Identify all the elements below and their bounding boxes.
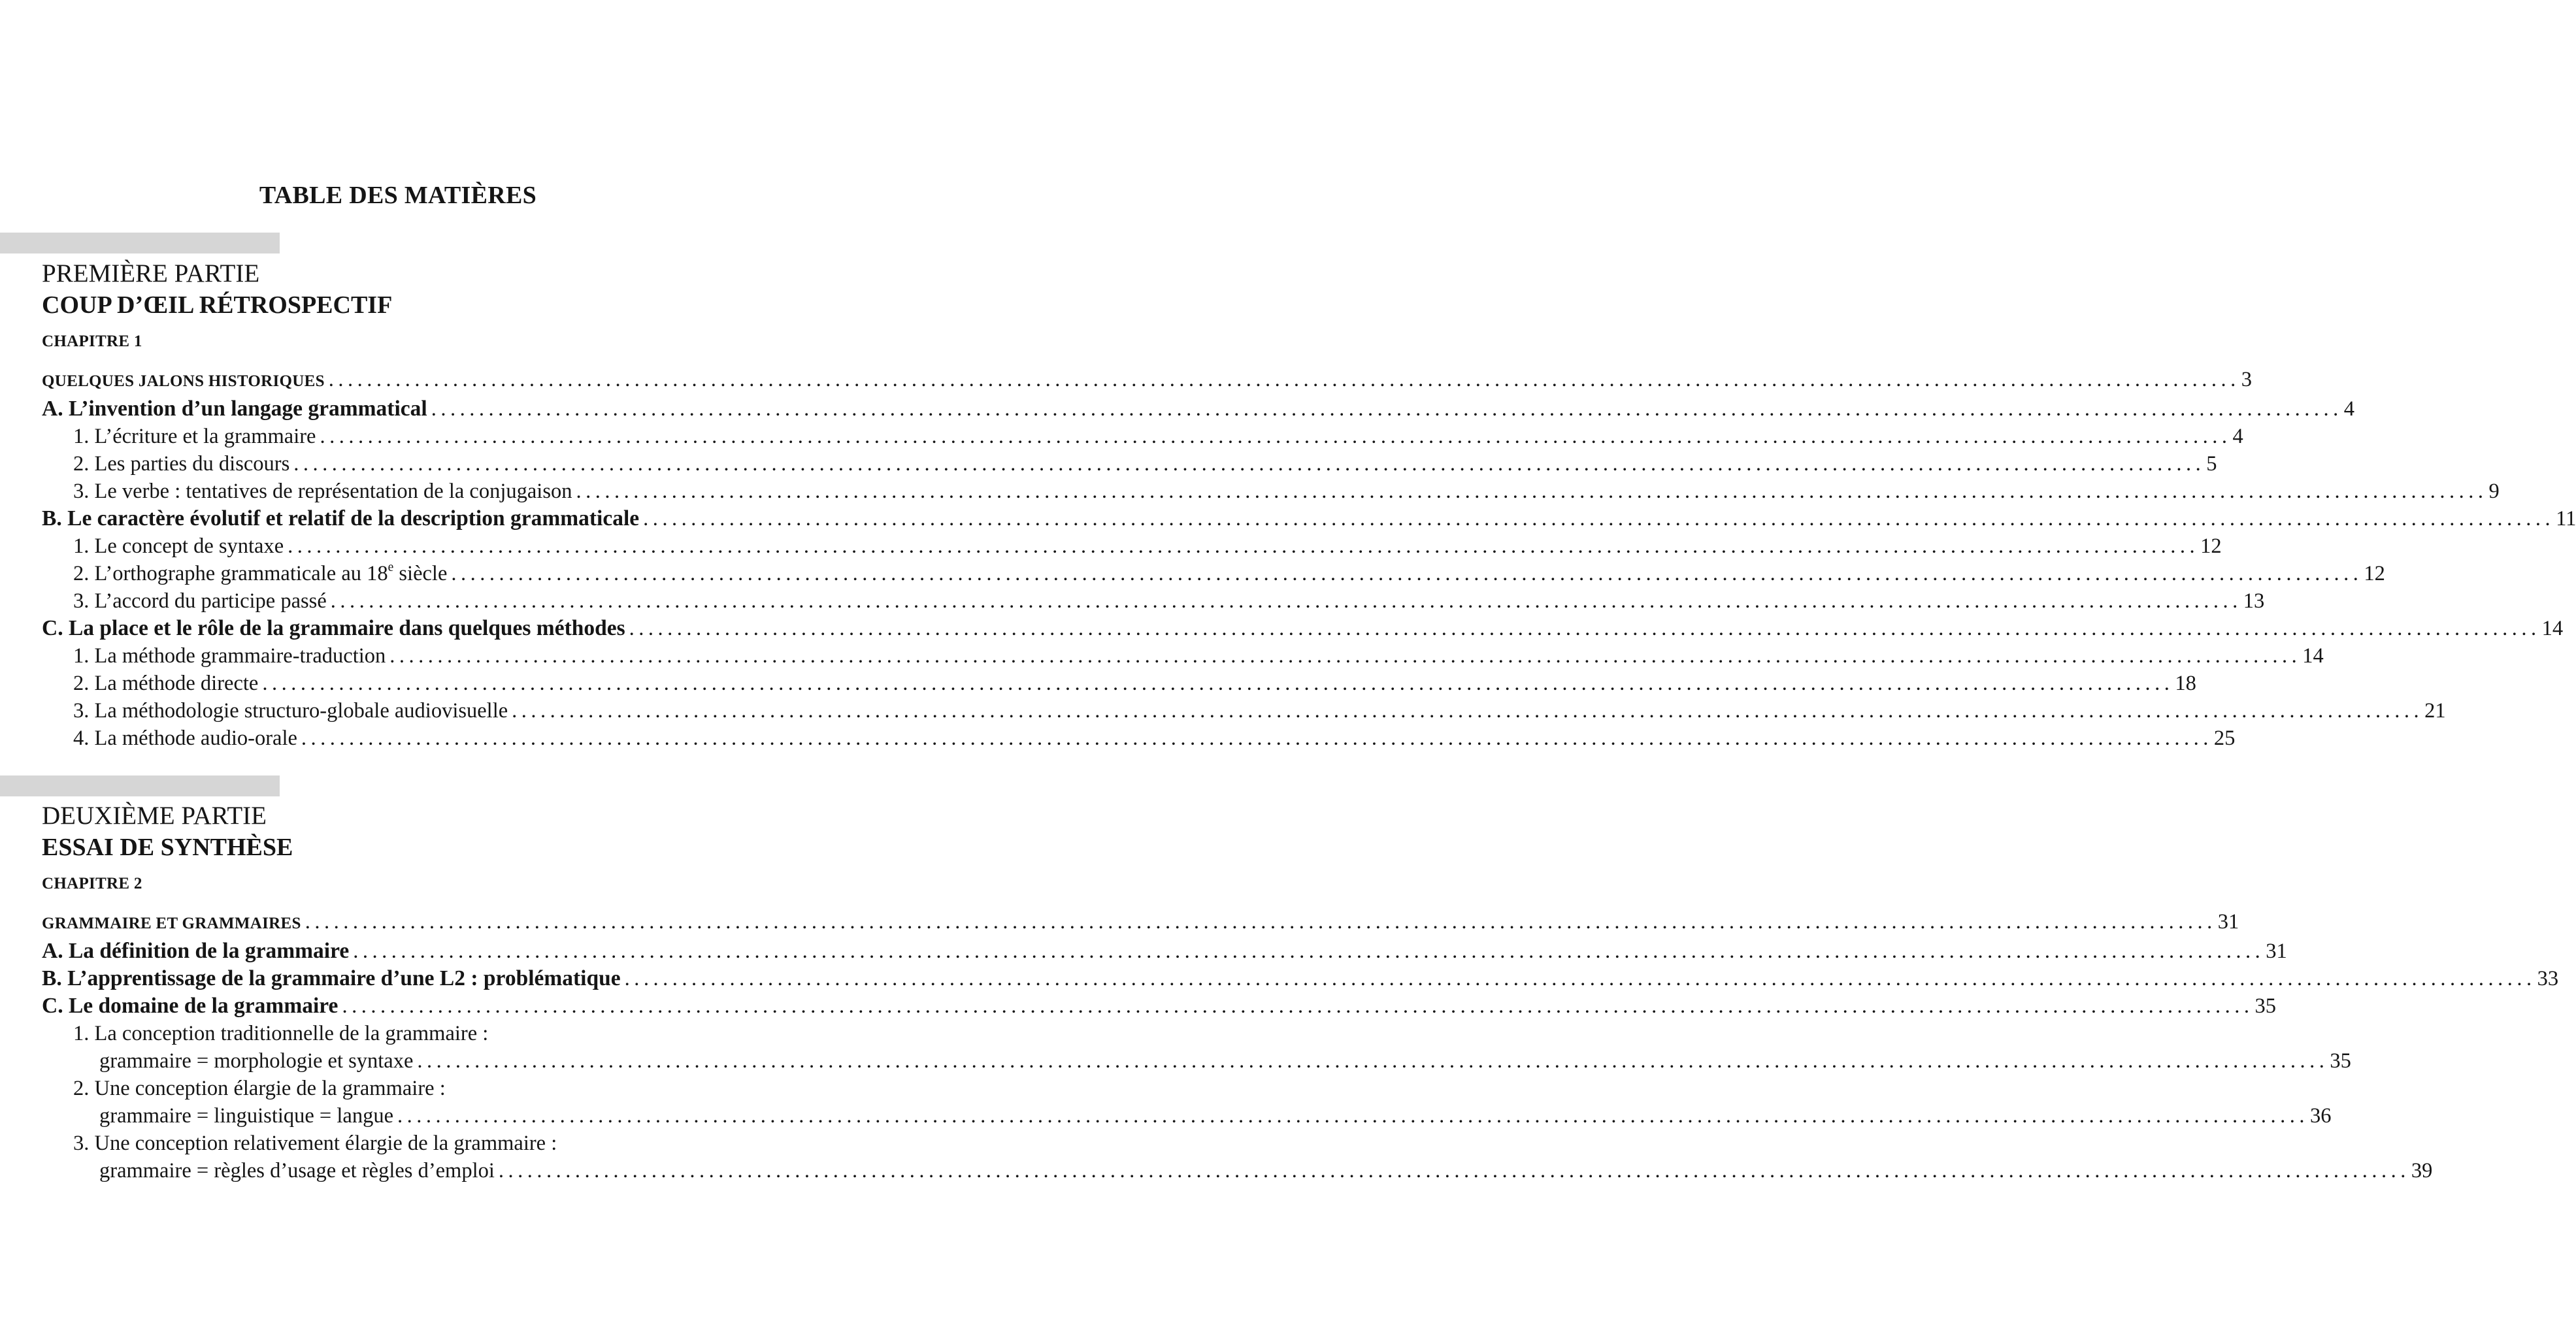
toc-page-number: 4 [2343,397,2354,421]
toc-subsection-entry[interactable] [42,532,2222,560]
toc-entry-text: 1. Le concept de syntaxe [73,534,284,558]
toc-chapter-entry[interactable] [42,908,2239,938]
toc-subsection-entry[interactable] [42,1075,2332,1130]
dot-leader: ........................................................................................................................................................................................................ [431,397,2343,421]
toc-section-entry[interactable] [42,615,2564,642]
toc-entry-text: 3. L’accord du participe passé [73,589,327,613]
toc-entry-text-tail: siècle [393,562,448,585]
toc-entry-text: 1. La conception traditionnelle de la grammaire : [73,1022,489,1045]
dot-leader: ........................................................................................................................................................................................................ [301,726,2213,750]
toc-subsection-entry[interactable] [42,1020,2351,1075]
part-label: DEUXIÈME PARTIE [42,802,267,830]
toc-entry-text: 2. Une conception élargie de la grammaire : [73,1077,446,1100]
toc-entry-text: 2. Les parties du discours [73,452,290,476]
dot-leader: ........................................................................................................................................................................................................ [512,699,2424,723]
toc-entry-text: B. Le caractère évolutif et relatif de la description grammaticale [42,506,640,530]
toc-page-number: 35 [2254,994,2276,1018]
toc-entry-continuation [73,1102,2332,1130]
toc-entry-text-main: 2. L’orthographe grammaticale au 18 [73,562,388,585]
toc-entry-continuation [73,1047,2351,1075]
toc-subsection-entry[interactable] [42,450,2217,478]
toc-page-number: 25 [2213,726,2236,750]
toc-entry-text: QUELQUES JALONS HISTORIQUES [42,372,325,390]
toc-entry-text: 2. La méthode directe [73,672,259,695]
toc-entry-text: 3. La méthodologie structuro-globale audiovisuelle [73,699,508,723]
part-one [42,259,2576,752]
dot-leader: ........................................................................................................................................................................................................ [288,534,2200,558]
toc-page-number: 31 [2266,939,2287,963]
dot-leader: ........................................................................................................................................................................................................ [389,644,2302,668]
toc-page-number: 18 [2175,672,2196,695]
part-divider-bar [0,775,280,796]
part-divider-bar [0,233,280,253]
toc-entry-text: B. L’apprentissage de la grammaire d’une L2 : problématique [42,966,621,990]
toc-entry-text: grammaire = morphologie et syntaxe [99,1049,414,1073]
toc-page-number: 4 [2232,425,2243,448]
toc-subsection-entry[interactable] [42,1130,2433,1184]
toc-entry-continuation [73,1157,2433,1184]
chapter-label: CHAPITRE 1 [42,333,142,350]
toc-page-number: 12 [2364,562,2385,585]
toc-entry-text: 3. Une conception relativement élargie de la grammaire : [73,1132,557,1155]
dot-leader: ........................................................................................................................................................................................................ [342,994,2254,1018]
toc-page-number: 3 [2241,368,2253,391]
toc-page-number: 13 [2243,589,2265,613]
toc-chapter-entry[interactable] [42,366,2253,395]
part-title: ESSAI DE SYNTHÈSE [42,834,293,861]
page-title: TABLE DES MATIÈRES [259,182,537,210]
toc-page-number: 21 [2424,699,2446,723]
toc-entry-text: A. L’invention d’un langage grammatical [42,397,427,421]
toc-entry-text: grammaire = linguistique = langue [99,1104,394,1128]
toc-section-entry[interactable] [42,965,2559,992]
toc-page-number: 33 [2537,967,2559,990]
toc-section-entry[interactable] [42,938,2287,965]
toc-page-number: 31 [2217,910,2239,934]
dot-leader: ........................................................................................................................................................................................................ [262,672,2174,695]
dot-leader: ........................................................................................................................................................................................................ [330,589,2242,613]
toc-subsection-entry[interactable] [42,560,2385,587]
dot-leader: ........................................................................................................................................................................................................ [417,1049,2329,1073]
ordinal-superscript: e [388,561,394,575]
toc-entry-text: 3. Le verbe : tentatives de représentation de la conjugaison [73,480,572,503]
toc-page-number: 35 [2330,1049,2351,1073]
dot-leader: ........................................................................................................................................................................................................ [624,967,2536,990]
toc-entry-text: 1. L’écriture et la grammaire [73,425,316,448]
part-title: COUP D’ŒIL RÉTROSPECTIF [42,291,393,319]
toc-page-number: 39 [2411,1159,2433,1183]
toc-entry-text: C. La place et le rôle de la grammaire dans quelques méthodes [42,616,625,640]
toc-subsection-entry[interactable] [42,725,2236,752]
dot-leader: ........................................................................................................................................................................................................ [643,507,2555,530]
chapter-label: CHAPITRE 2 [42,875,142,892]
toc-page-number: 14 [2541,617,2564,640]
part-two [42,801,2559,1184]
dot-leader: ........................................................................................................................................................................................................ [629,617,2541,640]
dot-leader: ........................................................................................................................................................................................................ [498,1159,2410,1183]
toc-subsection-entry[interactable] [42,670,2196,697]
toc-page-number: 5 [2206,452,2217,476]
toc-list [42,366,2576,752]
toc-page-number: 12 [2200,534,2222,558]
toc-page-number: 11 [2556,507,2576,530]
toc-entry-text: A. La définition de la grammaire [42,939,350,963]
toc-entry-text: 4. La méthode audio-orale [73,726,297,750]
dot-leader: ........................................................................................................................................................................................................ [576,480,2488,503]
dot-leader: ........................................................................................................................................................................................................ [353,939,2265,963]
toc-subsection-entry[interactable] [42,478,2500,505]
toc-subsection-entry[interactable] [42,423,2243,450]
dot-leader: ........................................................................................................................................................................................................ [293,452,2205,476]
toc-entry-text: 1. La méthode grammaire-traduction [73,644,386,668]
toc-entry-text: C. Le domaine de la grammaire [42,994,339,1018]
toc-list [42,908,2559,1184]
toc-section-entry[interactable] [42,992,2276,1020]
dot-leader: ........................................................................................................................................................................................................ [451,562,2363,585]
toc-page-number: 14 [2302,644,2324,668]
toc-subsection-entry[interactable] [42,697,2446,725]
dot-leader: ........................................................................................................................................................................................................ [320,425,2232,448]
toc-section-entry[interactable] [42,505,2576,532]
dot-leader: ........................................................................................................................................................................................................ [305,910,2217,934]
toc-entry-text: grammaire = règles d’usage et règles d’emploi [99,1159,495,1183]
dot-leader: ........................................................................................................................................................................................................ [328,368,2240,391]
toc-subsection-entry[interactable] [42,642,2324,670]
toc-entry-text [73,560,447,587]
toc-entry-text: GRAMMAIRE ET GRAMMAIRES [42,915,301,932]
dot-leader: ........................................................................................................................................................................................................ [397,1104,2309,1128]
toc-subsection-entry[interactable] [42,587,2265,615]
toc-section-entry[interactable] [42,395,2354,423]
toc-page-number: 9 [2488,480,2500,503]
toc-page-number: 36 [2310,1104,2332,1128]
part-label: PREMIÈRE PARTIE [42,259,260,287]
